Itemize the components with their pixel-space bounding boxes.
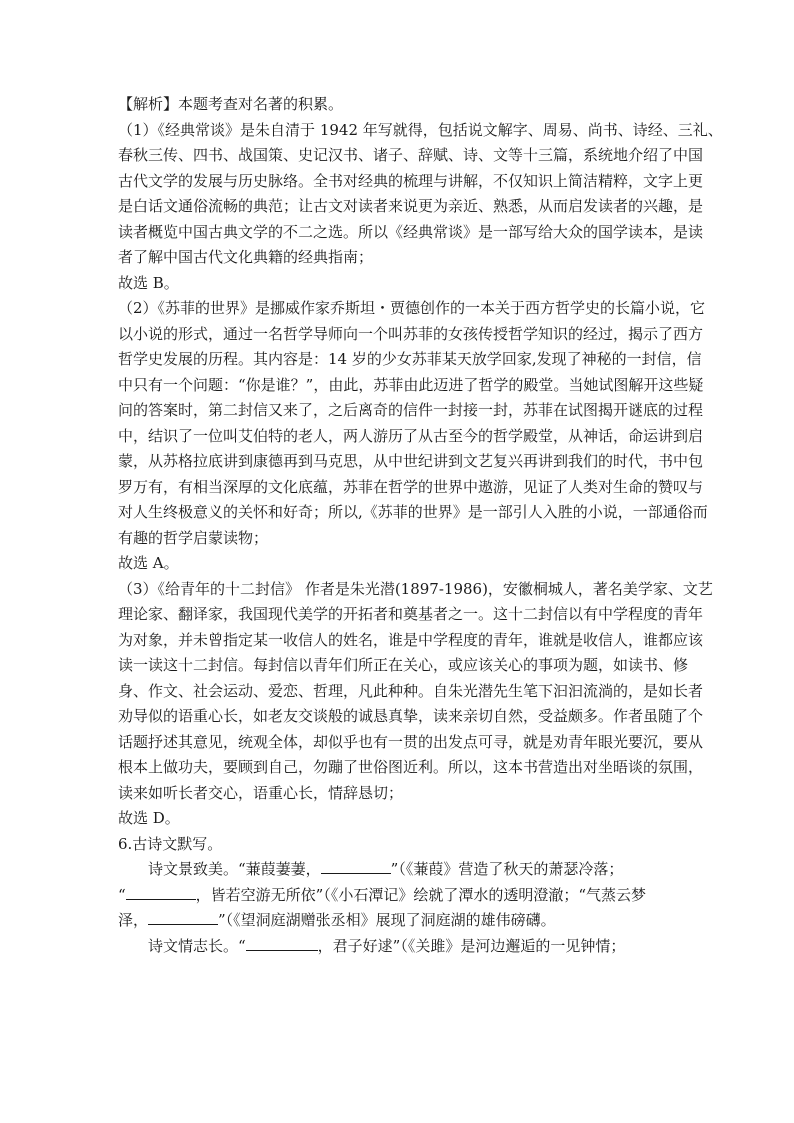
analysis-line: 劝导似的语重心长，如老友交谈般的诚恳真挚，读来亲切自然，受益颇多。作者虽随了个 [118, 707, 704, 725]
analysis-line: 中只有一个问题：“你是谁？”，由此，苏菲由此迈进了哲学的殿堂。当她试图解开这些疑 [118, 375, 704, 394]
analysis-line: 对人生终极意义的关怀和好奇；所以,《苏菲的世界》是一部引人入胜的小说，一部通俗而 [118, 503, 708, 521]
document-page [118, 92, 723, 959]
analysis-line: 读一读这十二封信。每封信以青年们所正在关心，或应该关心的事项为题，如读书、修 [118, 656, 689, 674]
analysis-line: 读者概览中国古典文学的不二之选。所以《经典常谈》是一部写给大众的国学读本，是读 [118, 222, 704, 241]
analysis-line: 有趣的哲学启蒙读物； [118, 528, 269, 547]
fill-blank-1[interactable] [321, 857, 391, 874]
analysis-line: （2）《苏菲的世界》是挪威作家乔斯坦・贾德创作的一本关于西方哲学史的长篇小说，它 [118, 299, 706, 317]
fill-blank-3[interactable] [148, 908, 218, 925]
question-line [118, 908, 678, 934]
question-text: 诗文情志长。“ [148, 936, 246, 955]
analysis-line: 罗万有，有相当深厚的文化底蕴，苏菲在哲学的世界中遨游，见证了人类对生命的赞叹与 [118, 477, 704, 496]
analysis-line: 根本上做功夫，要顾到自己，勿蹦了世俗图近利。所以，这本书营造出对坐晤谈的氛围， [118, 758, 704, 776]
fill-blank-4[interactable] [246, 934, 318, 951]
analysis-line: 话题抒述其意见，统观全体，却似乎也有一贯的出发点可寻，就是劝青年眼光要沉，要从 [118, 732, 704, 751]
analysis-line: 哲学史发展的历程。其内容是：14 岁的少女苏菲某天放学回家,发现了神秘的一封信，信 [118, 350, 702, 368]
question-text: ”（《望洞庭湖赠张丞相》展现了洞庭湖的雄伟磅礴。 [218, 911, 556, 929]
question-line [118, 883, 678, 909]
analysis-heading: 【解析】本题考查对名著的积累。 [118, 95, 344, 113]
analysis-line: 是白话文通俗流畅的典范；让古文对读者来说更为亲近、熟悉，从而启发读者的兴趣，是 [118, 197, 704, 215]
question-text: 诗文景致美。“蒹葭萋萋， [148, 860, 321, 878]
analysis-line: 春秋三传、四书、战国策、史记汉书、诸子、辞赋、诗、文等十三篇，系统地介绍了中国 [118, 146, 704, 164]
analysis-line: 中，结识了一位叫艾伯特的老人，两人游历了从古至今的哲学殿堂，从神话，命运讲到启 [118, 426, 704, 445]
answer-line: 故选 B。 [118, 273, 179, 292]
analysis-line: 为对象，并未曾指定某一收信人的姓名，谁是中学程度的青年，谁就是收信人，谁都应该 [118, 630, 704, 649]
question-text: 泽， [118, 911, 149, 929]
question-text: ，皆若空游无所依”（《小石潭记》绘就了潭水的透明澄澈；“气蒸云梦 [195, 885, 647, 904]
analysis-line: 古代文学的发展与历史脉络。全书对经典的梳理与讲解，不仅知识上简洁精粹，文字上更 [118, 171, 704, 190]
analysis-line: 理论家、翻译家，我国现代美学的开拓者和奠基者之一。这十二封信以有中学程度的青年 [118, 605, 704, 623]
question-text: ，君子好逑”（《关雎》是河边邂逅的一见钟情； [317, 936, 626, 955]
analysis-line: （1）《经典常谈》是朱自清于 1942 年写就得，包括说文解字、周易、尚书、诗经、三礼、 [118, 120, 723, 139]
question-line [118, 934, 678, 960]
analysis-line: 蒙，从苏格拉底讲到康德再到马克思，从中世纪讲到文艺复兴再讲到我们的时代，书中包 [118, 452, 704, 470]
analysis-line: 者了解中国古代文化典籍的经典指南； [118, 248, 374, 266]
fill-blank-2[interactable] [126, 883, 196, 900]
answer-line: 故选 A。 [118, 554, 179, 572]
question-line [118, 857, 678, 883]
question-text: “ [118, 885, 126, 904]
analysis-line: 读来如听长者交心，语重心长，情辞恳切； [118, 783, 404, 802]
analysis-line: 问的答案时，第二封信又来了，之后离奇的信件一封接一封，苏菲在试图揭开谜底的过程 [118, 401, 704, 419]
analysis-line: （3）《给青年的十二封信》 作者是朱光潜(1897-1986)，安徽桐城人，著名美学家、文艺 [118, 579, 713, 598]
analysis-line: 身、作文、社会运动、爱恋、哲理，凡此种种。自朱光潜先生笔下汩汩流淌的，是如长者 [118, 681, 704, 700]
question-text: ”（《蒹葭》营造了秋天的萧瑟冷落； [390, 860, 624, 878]
analysis-line: 以小说的形式，通过一名哲学导师向一个叫苏菲的女孩传授哲学知识的经过，揭示了西方 [118, 324, 704, 343]
question-heading: 6.古诗文默写。 [118, 834, 223, 853]
answer-line: 故选 D。 [118, 809, 180, 827]
